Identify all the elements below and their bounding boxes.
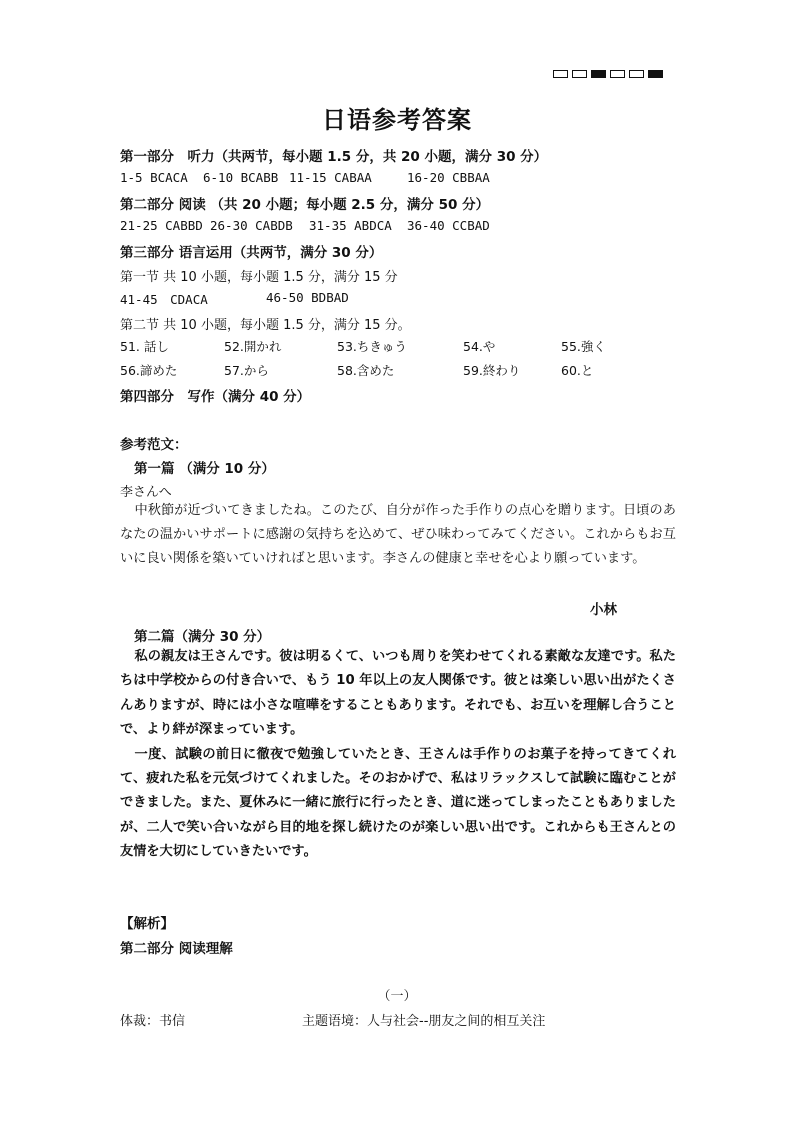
essay1-greeting: 李さんへ <box>120 485 172 500</box>
section1-note: 第一节 共 10 小题，每小题 1.5 分，满分 15 分 <box>120 270 398 285</box>
part1-heading: 第一部分 听力（共两节，每小题 1.5 分，共 20 小题，满分 30 分） <box>120 149 548 165</box>
answer-group: 1-5 BCACA <box>120 170 188 185</box>
answer-group: 41-45 CDACA <box>120 292 208 307</box>
cloze-answer: 59.終わり <box>463 363 521 378</box>
cloze-answer: 58.含めた <box>337 363 395 378</box>
sample-label: 参考范文： <box>120 437 188 453</box>
cloze-answer: 57.から <box>224 363 269 378</box>
page-title: 日语参考答案 <box>322 105 472 134</box>
answer-group: 11-15 CABAA <box>289 170 372 185</box>
marker-box-filled <box>591 70 606 78</box>
section2-note: 第二节 共 10 小题，每小题 1.5 分，满分 15 分。 <box>120 318 411 333</box>
marker-box <box>629 70 644 78</box>
cloze-answer: 52.開かれ <box>224 339 282 354</box>
part3-heading: 第三部分 语言运用（共两节，满分 30 分） <box>120 245 383 261</box>
essay2-heading: 第二篇（满分 30 分） <box>134 629 271 645</box>
answer-group: 16-20 CBBAA <box>407 170 490 185</box>
answer-group: 21-25 CABBD <box>120 218 203 233</box>
essay2-paragraph-2: 一度、試験の前日に徹夜で勉強していたとき、王さんは手作りのお菓子を持ってきてくれて、疲れた私を元気づけてくれました。そのおかげで、私はリラックスして試験に臨むことができました。また、夏休みに一緒に旅行に行ったとき、道に迷ってしまったこともありましたが、二人で笑い合いながら目的地を探し続けたのが楽しい思い出です。これからも王さんとの友情を大切にしていきたいです。 <box>120 746 676 860</box>
cloze-answer: 53.ちきゅう <box>337 339 407 354</box>
passage-genre: 体裁：书信 <box>120 1014 186 1029</box>
marker-box <box>553 70 568 78</box>
answer-group: 46-50 BDBAD <box>266 290 349 305</box>
essay1-body: 中秋節が近づいてきましたね。このたび、自分が作った手作りの点心を贈ります。日頃のあなたの温かいサポートに感謝の気持ちを込めて、ぜひ味わってみてください。これからもお互いに良い関係を築いていければと思います。李さんの健康と幸せを心より願っています。 <box>120 503 676 566</box>
essay1-heading: 第一篇 （满分 10 分） <box>134 461 275 477</box>
answer-group: 26-30 CABDB <box>210 218 293 233</box>
cloze-answer: 51. 話し <box>120 339 169 354</box>
essay1-signature: 小林 <box>590 602 617 618</box>
analysis-section-heading: 第二部分 阅读理解 <box>120 941 233 957</box>
marker-box <box>572 70 587 78</box>
header-marker-boxes <box>553 70 663 78</box>
answer-group: 36-40 CCBAD <box>407 218 490 233</box>
cloze-answer: 54.や <box>463 339 496 354</box>
cloze-answer: 55.強く <box>561 339 606 354</box>
marker-box <box>610 70 625 78</box>
part2-heading: 第二部分 阅读 （共 20 小题；每小题 2.5 分，满分 50 分） <box>120 197 490 213</box>
passage-theme: 主题语境：人与社会--朋友之间的相互关注 <box>302 1014 546 1029</box>
answer-group: 6-10 BCABB <box>203 170 279 185</box>
marker-box-filled <box>648 70 663 78</box>
cloze-answer: 56.諦めた <box>120 363 178 378</box>
essay2-paragraph-1: 私の親友は王さんです。彼は明るくて、いつも周りを笑わせてくれる素敵な友達です。私たちは中学校からの付き合いで、もう 10 年以上の友人関係です。彼とは楽しい思い出がたくさんありますが、時には小さな喧嘩をすることもあります。それでも、お互いを理解し合うことで、より絆が深まっています。 <box>120 649 676 738</box>
essay2-body <box>120 645 676 865</box>
passage-number: （一） <box>377 989 417 1004</box>
answer-group: 31-35 ABDCA <box>309 218 392 233</box>
part4-heading: 第四部分 写作（满分 40 分） <box>120 389 311 405</box>
cloze-answer: 60.と <box>561 363 594 378</box>
analysis-label: 【解析】 <box>120 916 174 932</box>
